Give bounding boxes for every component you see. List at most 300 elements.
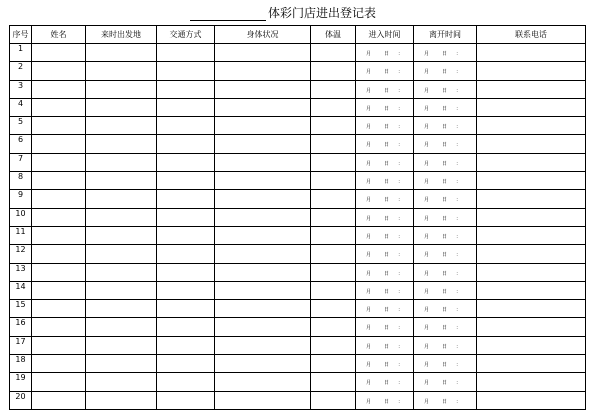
day-label: 日 [384, 69, 390, 76]
row-number: 5 [10, 117, 32, 135]
date-template [366, 216, 403, 222]
cell-phone[interactable] [477, 373, 586, 391]
cell-exit-time[interactable] [414, 281, 477, 299]
month-label: 月 [366, 179, 372, 186]
cell-temperature[interactable] [311, 373, 356, 391]
date-template [366, 307, 403, 313]
table-row [10, 318, 586, 336]
day-label: 日 [442, 252, 448, 259]
month-label: 月 [424, 233, 430, 240]
cell-temperature[interactable] [311, 245, 356, 263]
cell-temperature[interactable] [311, 190, 356, 208]
day-label: 日 [442, 215, 448, 222]
day-label: 日 [442, 325, 448, 332]
day-label: 日 [442, 233, 448, 240]
cell-health[interactable] [215, 391, 311, 409]
time-separator: ： [456, 252, 462, 259]
table-row [10, 263, 586, 281]
month-label: 月 [366, 380, 372, 387]
cell-name[interactable] [32, 245, 86, 263]
cell-health[interactable] [215, 135, 311, 153]
cell-health[interactable] [215, 263, 311, 281]
cell-origin[interactable] [86, 208, 157, 226]
cell-name[interactable] [32, 62, 86, 80]
row-number: 18 [10, 355, 32, 373]
cell-phone[interactable] [477, 355, 586, 373]
cell-phone[interactable] [477, 336, 586, 354]
cell-temperature[interactable] [311, 318, 356, 336]
day-label: 日 [442, 69, 448, 76]
cell-name[interactable] [32, 391, 86, 409]
cell-phone[interactable] [477, 44, 586, 62]
cell-origin[interactable] [86, 336, 157, 354]
col-header-seq: 序号 [10, 26, 32, 44]
time-separator: ： [398, 325, 404, 332]
date-template [424, 179, 461, 185]
cell-entry-time[interactable] [356, 80, 414, 98]
day-label: 日 [442, 362, 448, 369]
month-label: 月 [366, 362, 372, 369]
time-separator: ： [456, 87, 462, 94]
time-separator: ： [456, 343, 462, 350]
cell-name[interactable] [32, 172, 86, 190]
cell-health[interactable] [215, 190, 311, 208]
month-label: 月 [424, 270, 430, 277]
date-template [366, 380, 403, 386]
time-separator: ： [456, 197, 462, 204]
date-template [366, 399, 403, 405]
cell-exit-time[interactable] [414, 263, 477, 281]
cell-name[interactable] [32, 355, 86, 373]
day-label: 日 [442, 160, 448, 167]
time-separator: ： [398, 87, 404, 94]
date-template [424, 289, 461, 295]
cell-phone[interactable] [477, 190, 586, 208]
date-template [424, 69, 461, 75]
cell-transport[interactable] [157, 80, 215, 98]
row-number: 7 [10, 153, 32, 171]
cell-origin[interactable] [86, 44, 157, 62]
day-label: 日 [384, 179, 390, 186]
cell-health[interactable] [215, 336, 311, 354]
cell-transport[interactable] [157, 318, 215, 336]
day-label: 日 [384, 87, 390, 94]
cell-exit-time[interactable] [414, 391, 477, 409]
cell-phone[interactable] [477, 62, 586, 80]
cell-name[interactable] [32, 318, 86, 336]
date-template [424, 124, 461, 130]
month-label: 月 [366, 69, 372, 76]
row-number: 13 [10, 263, 32, 281]
cell-temperature[interactable] [311, 117, 356, 135]
cell-origin[interactable] [86, 226, 157, 244]
cell-origin[interactable] [86, 190, 157, 208]
month-label: 月 [366, 252, 372, 259]
register-table [9, 25, 586, 410]
cell-origin[interactable] [86, 98, 157, 116]
cell-temperature[interactable] [311, 153, 356, 171]
date-template [366, 289, 403, 295]
month-label: 月 [366, 105, 372, 112]
cell-temperature[interactable] [311, 281, 356, 299]
table-row [10, 80, 586, 98]
month-label: 月 [366, 197, 372, 204]
month-label: 月 [424, 142, 430, 149]
table-row [10, 190, 586, 208]
date-template [366, 234, 403, 240]
time-separator: ： [456, 325, 462, 332]
cell-name[interactable] [32, 80, 86, 98]
cell-phone[interactable] [477, 226, 586, 244]
cell-health[interactable] [215, 226, 311, 244]
time-separator: ： [456, 307, 462, 314]
month-label: 月 [366, 87, 372, 94]
cell-transport[interactable] [157, 226, 215, 244]
table-row [10, 172, 586, 190]
cell-name[interactable] [32, 117, 86, 135]
cell-temperature[interactable] [311, 62, 356, 80]
cell-exit-time[interactable] [414, 245, 477, 263]
cell-exit-time[interactable] [414, 80, 477, 98]
cell-phone[interactable] [477, 245, 586, 263]
table-row [10, 153, 586, 171]
time-separator: ： [398, 51, 404, 57]
cell-phone[interactable] [477, 208, 586, 226]
cell-origin[interactable] [86, 172, 157, 190]
date-template [366, 161, 403, 167]
row-number: 17 [10, 336, 32, 354]
cell-transport[interactable] [157, 208, 215, 226]
cell-health[interactable] [215, 281, 311, 299]
row-number: 9 [10, 190, 32, 208]
cell-entry-time[interactable] [356, 281, 414, 299]
cell-exit-time[interactable] [414, 117, 477, 135]
cell-transport[interactable] [157, 245, 215, 263]
col-header-origin: 来时出发地 [86, 26, 157, 44]
table-row [10, 208, 586, 226]
cell-entry-time[interactable] [356, 300, 414, 318]
table-row [10, 135, 586, 153]
date-template [424, 344, 461, 350]
cell-transport[interactable] [157, 281, 215, 299]
cell-transport[interactable] [157, 117, 215, 135]
col-header-entry-time: 进入时间 [356, 26, 414, 44]
row-number: 12 [10, 245, 32, 263]
table-row [10, 336, 586, 354]
cell-transport[interactable] [157, 98, 215, 116]
cell-health[interactable] [215, 153, 311, 171]
cell-temperature[interactable] [311, 226, 356, 244]
time-separator: ： [456, 380, 462, 387]
day-label: 日 [442, 51, 448, 57]
month-label: 月 [424, 51, 430, 57]
row-number: 2 [10, 62, 32, 80]
date-template [366, 69, 403, 75]
cell-origin[interactable] [86, 355, 157, 373]
row-number: 16 [10, 318, 32, 336]
cell-origin[interactable] [86, 117, 157, 135]
day-label: 日 [442, 197, 448, 204]
cell-phone[interactable] [477, 391, 586, 409]
month-label: 月 [424, 252, 430, 259]
cell-phone[interactable] [477, 281, 586, 299]
cell-name[interactable] [32, 190, 86, 208]
date-template [424, 325, 461, 331]
cell-exit-time[interactable] [414, 62, 477, 80]
cell-entry-time[interactable] [356, 117, 414, 135]
date-template [366, 362, 403, 368]
date-template [424, 362, 461, 368]
cell-name[interactable] [32, 336, 86, 354]
cell-name[interactable] [32, 226, 86, 244]
cell-temperature[interactable] [311, 336, 356, 354]
time-separator: ： [456, 215, 462, 222]
time-separator: ： [398, 270, 404, 277]
cell-entry-time[interactable] [356, 153, 414, 171]
date-template [424, 399, 461, 405]
title-blank-line [190, 20, 266, 21]
cell-origin[interactable] [86, 300, 157, 318]
cell-exit-time[interactable] [414, 336, 477, 354]
cell-exit-time[interactable] [414, 44, 477, 62]
cell-phone[interactable] [477, 318, 586, 336]
cell-origin[interactable] [86, 263, 157, 281]
cell-phone[interactable] [477, 98, 586, 116]
cell-entry-time[interactable] [356, 190, 414, 208]
time-separator: ： [456, 105, 462, 112]
cell-entry-time[interactable] [356, 44, 414, 62]
month-label: 月 [424, 124, 430, 131]
month-label: 月 [424, 160, 430, 167]
cell-transport[interactable] [157, 44, 215, 62]
cell-entry-time[interactable] [356, 245, 414, 263]
cell-phone[interactable] [477, 263, 586, 281]
cell-entry-time[interactable] [356, 135, 414, 153]
cell-exit-time[interactable] [414, 98, 477, 116]
cell-exit-time[interactable] [414, 318, 477, 336]
cell-temperature[interactable] [311, 44, 356, 62]
table-row [10, 245, 586, 263]
time-separator: ： [398, 215, 404, 222]
table-row [10, 226, 586, 244]
cell-health[interactable] [215, 245, 311, 263]
cell-phone[interactable] [477, 300, 586, 318]
cell-name[interactable] [32, 135, 86, 153]
time-separator: ： [456, 233, 462, 240]
cell-name[interactable] [32, 44, 86, 62]
table-row [10, 373, 586, 391]
cell-transport[interactable] [157, 62, 215, 80]
cell-health[interactable] [215, 208, 311, 226]
header-row [10, 26, 586, 44]
date-template [366, 142, 403, 148]
cell-name[interactable] [32, 153, 86, 171]
cell-temperature[interactable] [311, 300, 356, 318]
cell-phone[interactable] [477, 153, 586, 171]
time-separator: ： [398, 307, 404, 314]
cell-exit-time[interactable] [414, 226, 477, 244]
cell-health[interactable] [215, 355, 311, 373]
date-template [424, 380, 461, 386]
row-number: 10 [10, 208, 32, 226]
cell-exit-time[interactable] [414, 300, 477, 318]
col-header-transport: 交通方式 [157, 26, 215, 44]
row-number: 3 [10, 80, 32, 98]
cell-name[interactable] [32, 281, 86, 299]
time-separator: ： [456, 69, 462, 76]
day-label: 日 [442, 307, 448, 314]
table-row [10, 117, 586, 135]
time-separator: ： [398, 142, 404, 149]
cell-entry-time[interactable] [356, 355, 414, 373]
cell-temperature[interactable] [311, 80, 356, 98]
month-label: 月 [366, 307, 372, 314]
cell-transport[interactable] [157, 391, 215, 409]
time-separator: ： [398, 69, 404, 76]
cell-exit-time[interactable] [414, 172, 477, 190]
table-row [10, 300, 586, 318]
cell-health[interactable] [215, 44, 311, 62]
cell-origin[interactable] [86, 135, 157, 153]
cell-origin[interactable] [86, 80, 157, 98]
month-label: 月 [366, 233, 372, 240]
month-label: 月 [424, 325, 430, 332]
cell-health[interactable] [215, 98, 311, 116]
date-template [366, 124, 403, 130]
time-separator: ： [456, 288, 462, 295]
cell-phone[interactable] [477, 135, 586, 153]
month-label: 月 [424, 307, 430, 314]
cell-health[interactable] [215, 172, 311, 190]
day-label: 日 [442, 142, 448, 149]
date-template [424, 234, 461, 240]
page-title: 体彩门店进出登记表 [268, 6, 377, 20]
cell-transport[interactable] [157, 190, 215, 208]
cell-origin[interactable] [86, 153, 157, 171]
month-label: 月 [366, 124, 372, 131]
cell-entry-time[interactable] [356, 373, 414, 391]
time-separator: ： [398, 233, 404, 240]
cell-entry-time[interactable] [356, 226, 414, 244]
row-number: 8 [10, 172, 32, 190]
cell-health[interactable] [215, 80, 311, 98]
cell-origin[interactable] [86, 318, 157, 336]
cell-phone[interactable] [477, 117, 586, 135]
cell-transport[interactable] [157, 263, 215, 281]
cell-exit-time[interactable] [414, 355, 477, 373]
month-label: 月 [366, 325, 372, 332]
cell-origin[interactable] [86, 373, 157, 391]
time-separator: ： [456, 160, 462, 167]
cell-temperature[interactable] [311, 135, 356, 153]
cell-transport[interactable] [157, 135, 215, 153]
cell-name[interactable] [32, 300, 86, 318]
cell-exit-time[interactable] [414, 153, 477, 171]
date-template [366, 325, 403, 331]
cell-entry-time[interactable] [356, 318, 414, 336]
day-label: 日 [442, 124, 448, 131]
month-label: 月 [424, 215, 430, 222]
cell-origin[interactable] [86, 281, 157, 299]
cell-transport[interactable] [157, 153, 215, 171]
cell-temperature[interactable] [311, 98, 356, 116]
cell-health[interactable] [215, 117, 311, 135]
cell-entry-time[interactable] [356, 336, 414, 354]
month-label: 月 [424, 69, 430, 76]
cell-transport[interactable] [157, 355, 215, 373]
cell-temperature[interactable] [311, 263, 356, 281]
cell-exit-time[interactable] [414, 135, 477, 153]
month-label: 月 [366, 343, 372, 350]
cell-transport[interactable] [157, 172, 215, 190]
cell-origin[interactable] [86, 245, 157, 263]
cell-temperature[interactable] [311, 172, 356, 190]
cell-origin[interactable] [86, 62, 157, 80]
cell-health[interactable] [215, 300, 311, 318]
cell-entry-time[interactable] [356, 62, 414, 80]
time-separator: ： [456, 398, 462, 405]
cell-transport[interactable] [157, 373, 215, 391]
date-template [424, 252, 461, 258]
date-template [366, 179, 403, 185]
cell-exit-time[interactable] [414, 373, 477, 391]
time-separator: ： [398, 343, 404, 350]
cell-entry-time[interactable] [356, 208, 414, 226]
date-template [424, 142, 461, 148]
cell-entry-time[interactable] [356, 391, 414, 409]
row-number: 6 [10, 135, 32, 153]
cell-exit-time[interactable] [414, 190, 477, 208]
row-number: 19 [10, 373, 32, 391]
table-row [10, 281, 586, 299]
month-label: 月 [366, 51, 372, 57]
month-label: 月 [424, 362, 430, 369]
date-template [424, 161, 461, 167]
day-label: 日 [384, 380, 390, 387]
cell-name[interactable] [32, 208, 86, 226]
time-separator: ： [398, 252, 404, 259]
row-number: 11 [10, 226, 32, 244]
time-separator: ： [398, 380, 404, 387]
cell-name[interactable] [32, 263, 86, 281]
cell-phone[interactable] [477, 80, 586, 98]
cell-transport[interactable] [157, 300, 215, 318]
cell-phone[interactable] [477, 172, 586, 190]
date-template [424, 197, 461, 203]
cell-health[interactable] [215, 318, 311, 336]
row-number: 1 [10, 44, 32, 62]
month-label: 月 [424, 380, 430, 387]
date-template [424, 307, 461, 313]
row-number: 20 [10, 391, 32, 409]
cell-name[interactable] [32, 98, 86, 116]
cell-entry-time[interactable] [356, 98, 414, 116]
cell-health[interactable] [215, 62, 311, 80]
time-separator: ： [398, 362, 404, 369]
cell-entry-time[interactable] [356, 172, 414, 190]
month-label: 月 [424, 288, 430, 295]
cell-temperature[interactable] [311, 208, 356, 226]
time-separator: ： [398, 288, 404, 295]
cell-health[interactable] [215, 373, 311, 391]
cell-name[interactable] [32, 373, 86, 391]
cell-temperature[interactable] [311, 391, 356, 409]
cell-exit-time[interactable] [414, 208, 477, 226]
cell-temperature[interactable] [311, 355, 356, 373]
cell-entry-time[interactable] [356, 263, 414, 281]
cell-transport[interactable] [157, 336, 215, 354]
cell-origin[interactable] [86, 391, 157, 409]
